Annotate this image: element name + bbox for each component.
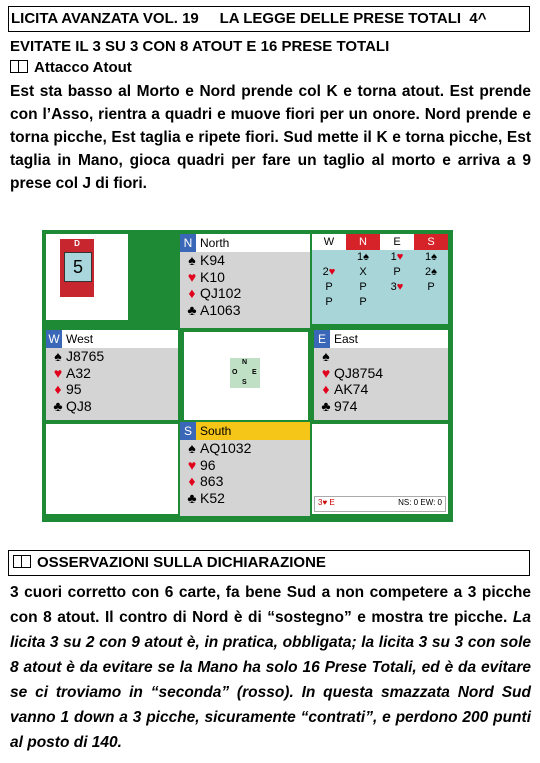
dealer-badge <box>60 239 94 297</box>
east-diamonds <box>314 381 448 398</box>
auction-head-e: E <box>380 234 414 250</box>
auction-row <box>312 295 448 310</box>
west-hand <box>46 330 178 420</box>
south-spades-cards: AQ1032 <box>200 440 252 456</box>
south-name: South <box>200 424 232 438</box>
west-letter: W <box>46 330 62 348</box>
auction-cell: 2♥ <box>322 266 336 278</box>
club-icon: ♣ <box>187 301 197 318</box>
subtitle: EVITATE IL 3 SU 3 CON 8 ATOUT E 16 PRESE TOTALI <box>10 38 390 55</box>
auction-table <box>312 234 448 324</box>
north-hand <box>180 234 310 328</box>
east-title <box>314 330 448 348</box>
board-number: 5 <box>64 252 92 282</box>
auction-cell: X <box>359 266 367 278</box>
east-hand <box>314 330 448 420</box>
west-hearts-cards: A32 <box>66 364 91 381</box>
book-icon <box>10 60 28 73</box>
score-label: NS: 0 EW: 0 <box>398 498 442 507</box>
observations-italic: La licita 3 su 2 con 9 atout è, in pratica, obbligata; la licita 3 su 3 con sole 8 atout è da evitare se la Mano ha solo 16 Prese Totali, ed è da evitare se ci troviamo in “seconda” (rosso). In questa smazzata Nord Sud vanno 1 down a 3 picche, sicuramente “contrati”, e perdono 200 punti al posto di 140. <box>10 609 531 751</box>
auction-head-s: S <box>414 234 448 250</box>
auction-head-w: W <box>312 234 346 250</box>
club-icon: ♣ <box>321 397 331 414</box>
compass-o: O <box>232 369 238 376</box>
spade-icon: ♠ <box>188 440 196 456</box>
contract-label: 3♥ E <box>318 498 335 507</box>
north-diamonds-cards: QJ102 <box>200 285 242 301</box>
south-spades <box>180 440 310 457</box>
book-icon <box>13 555 31 568</box>
section-header <box>8 550 530 576</box>
lead-line <box>10 59 132 76</box>
section-title: OSSERVAZIONI SULLA DICHIARAZIONE <box>37 554 326 571</box>
west-clubs-cards: QJ8 <box>66 397 92 414</box>
auction-cell: P <box>325 281 333 293</box>
header-left: LICITA AVANZATA VOL. 19 <box>11 10 199 27</box>
bridge-board <box>42 230 453 522</box>
observations-normal: 3 cuori corretto con 6 carte, fa bene Sud a non competere a 3 picche con 8 atout. Il contro di Nord è di “sostegno” e mostra tre picche. <box>10 584 531 626</box>
auction-row <box>312 265 448 280</box>
diamond-icon: ♦ <box>188 473 196 489</box>
spade-icon: ♠ <box>54 348 62 364</box>
west-spades-cards: J8765 <box>66 348 105 364</box>
lead-label: Attacco Atout <box>34 59 132 76</box>
auction-row <box>312 250 448 265</box>
north-spades-cards: K94 <box>200 252 225 268</box>
compass-n: N <box>242 359 248 366</box>
diamond-icon: ♦ <box>54 381 62 397</box>
east-diamonds-cards: AK74 <box>334 381 369 397</box>
auction-cell: 1♥ <box>390 251 404 263</box>
south-hearts-cards: 96 <box>200 456 216 473</box>
auction-cell <box>414 295 448 310</box>
east-hearts <box>314 365 448 382</box>
header-right: LA LEGGE DELLE PRESE TOTALI 4^ <box>219 10 487 27</box>
east-name: East <box>334 332 359 346</box>
header-bar <box>8 6 530 32</box>
diamond-icon: ♦ <box>322 381 330 397</box>
west-diamonds-cards: 95 <box>66 381 82 397</box>
north-hearts-cards: K10 <box>200 268 225 285</box>
auction-cell: P <box>359 281 367 293</box>
auction-cell: 1♠ <box>357 251 369 263</box>
club-icon: ♣ <box>187 489 197 506</box>
compass-panel <box>184 332 308 420</box>
west-title <box>46 330 178 348</box>
compass-e: E <box>252 369 257 376</box>
observations-text <box>10 580 531 755</box>
auction-cell: P <box>325 296 333 308</box>
west-clubs <box>46 398 178 415</box>
diamond-icon: ♦ <box>188 285 196 301</box>
spade-icon: ♠ <box>188 252 196 268</box>
auction-header <box>312 234 448 250</box>
dealer-panel <box>46 234 128 320</box>
south-hand <box>180 422 310 516</box>
south-clubs <box>180 490 310 507</box>
north-name: North <box>200 236 230 250</box>
auction-cell: P <box>393 266 401 278</box>
east-hearts-cards: QJ8754 <box>334 364 384 381</box>
heart-icon: ♥ <box>321 364 331 381</box>
north-diamonds <box>180 285 310 302</box>
heart-icon: ♥ <box>53 364 63 381</box>
status-bar <box>314 496 446 512</box>
auction-head-n: N <box>346 234 380 250</box>
east-spades <box>314 348 448 365</box>
north-hearts <box>180 269 310 286</box>
auction-cell: 3♥ <box>390 281 404 293</box>
north-clubs-cards: A1063 <box>200 301 241 318</box>
east-clubs <box>314 398 448 415</box>
auction-cell: 1♠ <box>425 251 437 263</box>
south-letter: S <box>180 422 196 440</box>
status-panel <box>312 424 448 514</box>
auction-cell: P <box>427 281 435 293</box>
south-diamonds-cards: 863 <box>200 473 224 489</box>
compass-icon <box>230 358 260 388</box>
heart-icon: ♥ <box>187 456 197 473</box>
auction-cell: P <box>359 296 367 308</box>
auction-row <box>312 280 448 295</box>
empty-corner <box>46 424 178 514</box>
club-icon: ♣ <box>53 397 63 414</box>
auction-cell <box>380 295 414 310</box>
south-diamonds <box>180 473 310 490</box>
auction-cell <box>312 250 346 265</box>
north-spades <box>180 252 310 269</box>
west-diamonds <box>46 381 178 398</box>
north-title <box>180 234 310 252</box>
south-clubs-cards: K52 <box>200 489 225 506</box>
dealer-letter: D <box>74 239 80 248</box>
east-letter: E <box>314 330 330 348</box>
heart-icon: ♥ <box>187 268 197 285</box>
south-hearts <box>180 457 310 474</box>
west-hearts <box>46 365 178 382</box>
south-title <box>180 422 310 440</box>
west-spades <box>46 348 178 365</box>
auction-cell: 2♠ <box>425 266 437 278</box>
compass-s: S <box>242 379 247 386</box>
east-clubs-cards: 974 <box>334 397 358 414</box>
west-name: West <box>66 332 94 346</box>
north-clubs <box>180 302 310 319</box>
spade-icon: ♠ <box>322 348 330 364</box>
north-letter: N <box>180 234 196 252</box>
play-description: Est sta basso al Morto e Nord prende col K e torna atout. Est prende con l’Asso, rientra a quadri e muove fiori per un onore. Nord prende e torna picche, Est taglia e ripete fiori. Sud mette il K e torna picche, Est taglia in Mano, gioca quadri per fare un taglio al morto e arriva a 9 prese col J di fiori. <box>10 83 531 192</box>
